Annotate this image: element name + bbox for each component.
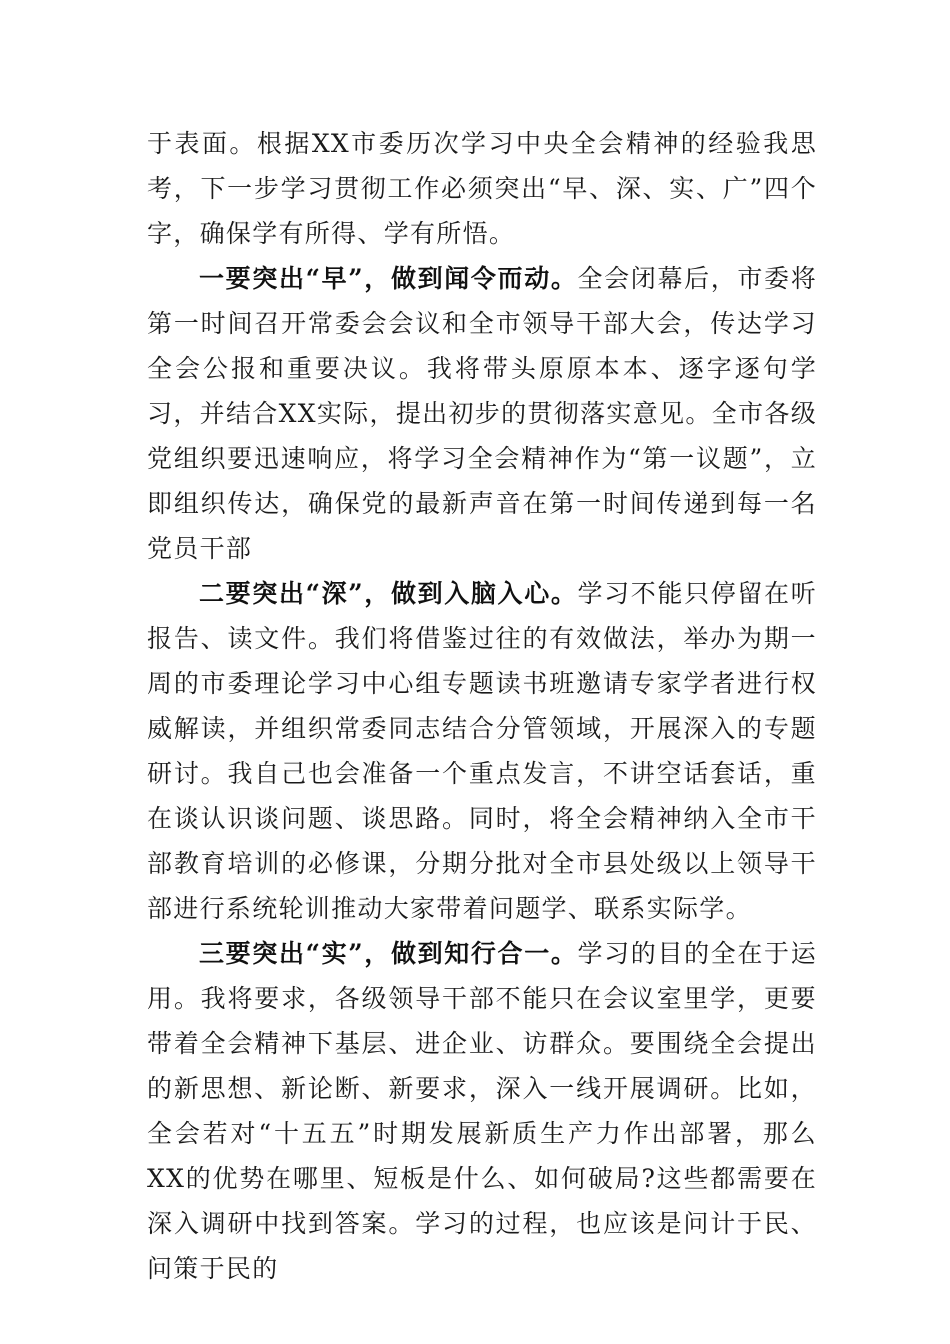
- paragraph-point-practical-text: 学习的目的全在于运用。我将要求，各级领导干部不能只在会议室里学，更要带着全会精神下基层、进企业、访群众。要围绕全会提出的新思想、新论断、新要求，深入一线开展调研。比如，全会若对“十五五”时期发展新质生产力作出部署，那么XX的优势在哪里、短板是什么、如何破局?这些都需要在深入调研中找到答案。学习的过程，也应该是问计于民、问策于民的: [147, 939, 817, 1283]
- paragraph-intro: [147, 121, 817, 256]
- paragraph-point-early-text: 全会闭幕后，市委将第一时间召开常委会会议和全市领导干部大会，传达学习全会公报和重要决议。我将带头原原本本、逐字逐句学习，并结合XX实际，提出初步的贯彻落实意见。全市各级党组织要迅速响应，将学习全会精神作为“第一议题”，立即组织传达，确保党的最新声音在第一时间传递到每一名党员干部: [147, 264, 817, 563]
- paragraph-intro-text: 于表面。根据XX市委历次学习中央全会精神的经验我思考，下一步学习贯彻工作必须突出“早、深、实、广”四个字，确保学有所得、学有所悟。: [147, 129, 817, 248]
- document-body: [147, 121, 817, 1291]
- paragraph-point-practical: [147, 931, 817, 1291]
- paragraph-point-deep-heading: 二要突出“深”，做到入脑入心。: [199, 579, 578, 608]
- paragraph-point-deep: [147, 571, 817, 931]
- paragraph-point-practical-heading: 三要突出“实”，做到知行合一。: [199, 939, 578, 968]
- paragraph-point-deep-text: 学习不能只停留在听报告、读文件。我们将借鉴过往的有效做法，举办为期一周的市委理论学习中心组专题读书班邀请专家学者进行权威解读，并组织常委同志结合分管领域，开展深入的专题研讨。我自己也会准备一个重点发言，不讲空话套话，重在谈认识谈问题、谈思路。同时，将全会精神纳入全市干部教育培训的必修课，分期分批对全市县处级以上领导干部进行系统轮训推动大家带着问题学、联系实际学。: [147, 579, 817, 923]
- paragraph-point-early: [147, 256, 817, 571]
- paragraph-point-early-heading: 一要突出“早”，做到闻令而动。: [199, 264, 578, 293]
